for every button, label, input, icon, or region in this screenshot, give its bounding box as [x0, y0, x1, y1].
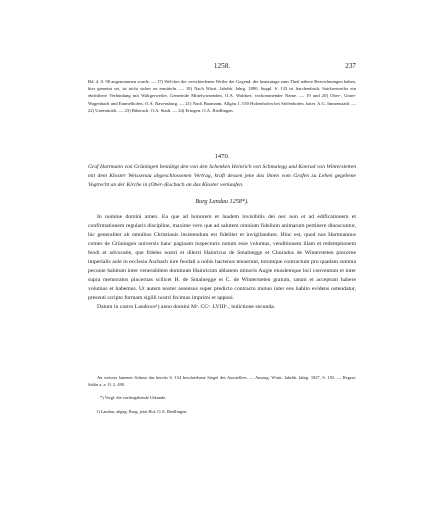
header-year: 1258.	[213, 62, 231, 70]
preceding-footnotes-text: Bd. 4, S. 98 angenommen wurde. — 17) Welches der verschiedenen Weiler der Gegend, die heutzutage zum Theil nähere Bezeichnungen haben, hier gemeint sei, ist nicht sicher zu ermitteln. — 18) Nach Württ. Jahrbb. Jahrg. 1880, Suppl. S. 133 ist Sarchenbach, Saichenweiler ein ehrfrühere Verbindung mit Waltgerweiler, Gemeinde Mittelwirnenden, O.A. Waldsee, vorkommender Name. — 19 und 20) Ober-, Unter-Wagenbach und Emmelhofen, O.A. Ravensburg. — 21) Nach Baumann, Allgäu 1, 530 Hohenhofen bei Stöfenhofen, baier. A.G. Immenstadt. — 22) Unermittelt. — 23) Biberach, O.A. Stadt. — 24) Eringen, O.A. Riedlingen.	[88, 79, 356, 113]
source-remark-text: An weisser lainener Schnur das bereits S. 154 beschriebene Siegel des Ausstellers. — Auszug: Württ. Jahrbb. Jahrg. 1827, S. 193. — Regest: Stälin a. a. O. 2, 490.	[88, 375, 356, 388]
source-remark	[88, 374, 356, 388]
footnote-1: 1) Landau, abgeg. Burg, jetzt Hof, O.A. Riedlingen.	[96, 409, 188, 414]
charter-paragraph-2: Datum in castro Landowe¹) anno domini Mᵒ. CCᵒ. LVIIIᵒ., indictione secunda.	[97, 304, 276, 311]
footnote-star: *) Vergl. die vorhergehende Urkunde.	[100, 395, 167, 400]
preceding-footnotes	[88, 78, 356, 114]
document-number: 1470.	[214, 153, 230, 160]
charter-paragraph-1: In nomine domini amen. Ea que ad honorem et laudem invisibilis dei nec non et ad edificationem et confirmationem regularis discipline, maxime vero que ad salutem omnium fidelium animarum pertinere dinoscuntur, hic generaliter ab omnibus Christianis insistendum est fideliter et invigilandum. Hinc est, quod nos Hartmannus comes de Grüningen universis hanc paginam inspecturis notum esse volumus, venditionem illam et redemptionem feodi et advocatie, que fideles nostri et dilecti Hainricus de Smalnegge et Churadus de Wintersteten pincerne imperialis aule in ecclesia Aschach iure feodali a nobis hactenus tenuerunt, totumque contractum pro quadam summa pecunie habitum inter venerabilem dominum Hainricum abbatem minoris Augie eiusdemque loci conventum et inter supra memoratos pincernas scilicet H. de Smalnegge et C. de Wintersteten gratum, ratum et acceptum habere volumus et habemus. Ut autem noster assensus super predicto contractu mutuo inter eos habito evidens ostendatur, presenti scripto formam sigilli nostri fecimus imprimi et apponi.	[88, 214, 356, 302]
page-number: 237	[345, 62, 356, 70]
regest-text: Graf Hartmann von Grüningen bestätigt den von den Schenken Heinrich von Schmalegg und Konrad von Winterstetten mit dem Kloster Weissenau abgeschlossenen Vertrag, kraft dessen jene das ihnen vom Grafen zu Lehen gegebene Vogtrecht an der Kirche in (Ober-)Eschach an das Kloster verkaufen.	[88, 164, 356, 189]
document-regest	[88, 163, 356, 191]
charter-text	[88, 213, 356, 313]
page-header	[88, 62, 356, 72]
place-and-date: Burg Landau 1258*).	[195, 198, 249, 205]
